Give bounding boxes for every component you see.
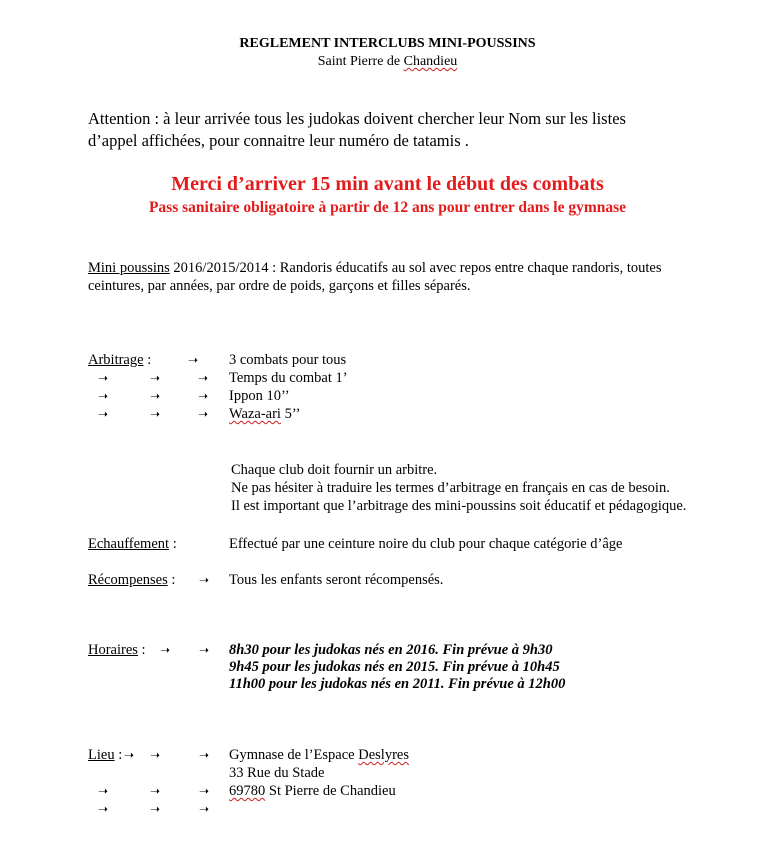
horaires-line-2: 9h45 pour les judokas nés en 2015. Fin prévue à 10h45: [229, 659, 560, 675]
attention-line-2: d’appel affichées, pour connaitre leur numéro de tatamis .: [88, 131, 469, 150]
sanitary-pass-notice: Pass sanitaire obligatoire à partir de 12 ans pour entrer dans le gymnase: [148, 199, 627, 216]
lieu-line-3: [229, 782, 396, 800]
arrow-icon: ➝: [199, 748, 210, 762]
arrow-icon: ➝: [199, 802, 210, 816]
horaires-line-1: 8h30 pour les judokas nés en 2016. Fin prévue à 9h30: [229, 642, 553, 658]
arbitrage-item-2: Temps du combat 1’: [229, 370, 348, 386]
arrow-icon: ➝: [198, 389, 209, 403]
lieu-heading: [88, 746, 122, 764]
arrow-icon: ➝: [124, 748, 135, 762]
arbitrage-item-3: Ippon 10’’: [229, 388, 290, 404]
arrow-icon: ➝: [150, 389, 161, 403]
lieu-line-2: 33 Rue du Stade: [229, 765, 325, 781]
arbitrage-heading: [88, 351, 151, 369]
arbitrage-item-4: [229, 405, 300, 423]
arrow-icon: ➝: [160, 643, 171, 657]
lieu-label: Lieu: [88, 747, 115, 763]
arrow-icon: ➝: [199, 784, 210, 798]
echauffement-heading: [88, 535, 177, 553]
page-title: REGLEMENT INTERCLUBS MINI-POUSSINS: [239, 36, 536, 51]
recompenses-label: Récompenses: [88, 572, 168, 588]
arrow-icon: ➝: [98, 802, 109, 816]
arrival-notice: Merci d’arriver 15 min avant le début des combats: [171, 173, 604, 195]
arrow-icon: ➝: [98, 784, 109, 798]
arrow-icon: ➝: [150, 802, 161, 816]
arrow-icon: ➝: [150, 407, 161, 421]
attention-line-1: Attention : à leur arrivée tous les judokas doivent chercher leur Nom sur les listes: [88, 109, 626, 128]
waza-ari-time: 5’’: [280, 406, 301, 422]
arrow-icon: ➝: [98, 389, 109, 403]
lieu-postcode: 69780: [229, 783, 266, 799]
mini-poussins-line-2: ceintures, par années, par ordre de poids, garçons et filles séparés.: [88, 278, 471, 294]
arbitrage-note-2: Ne pas hésiter à traduire les termes d’arbitrage en français en cas de besoin.: [231, 480, 670, 496]
lieu-colon: :: [114, 747, 123, 763]
arrow-icon: ➝: [199, 643, 210, 657]
page-subtitle: [0, 53, 775, 71]
arrow-icon: ➝: [199, 573, 210, 587]
arrow-icon: ➝: [150, 748, 161, 762]
lieu-city: St Pierre de Chandieu: [265, 783, 396, 799]
lieu-venue-prefix: Gymnase de l’Espace: [229, 747, 359, 763]
lieu-venue-name: Deslyres: [358, 747, 409, 763]
horaires-colon: :: [137, 642, 146, 658]
mini-poussins-line-1: [88, 259, 661, 277]
arrow-icon: ➝: [150, 371, 161, 385]
echauffement-label: Echauffement: [88, 536, 170, 552]
arbitrage-note-3: Il est important que l’arbitrage des mini-poussins soit éducatif et pédagogique.: [231, 498, 687, 514]
subtitle-prefix: Saint Pierre de: [317, 54, 404, 69]
arbitrage-item-1: 3 combats pour tous: [229, 352, 347, 368]
lieu-line-1: [229, 746, 409, 764]
recompenses-heading: [88, 571, 175, 589]
mini-poussins-label: Mini poussins: [88, 260, 170, 276]
arbitrage-note-1: Chaque club doit fournir un arbitre.: [231, 462, 438, 478]
arbitrage-label: Arbitrage: [88, 352, 144, 368]
arrow-icon: ➝: [150, 784, 161, 798]
arrow-icon: ➝: [198, 371, 209, 385]
echauffement-colon: :: [169, 536, 177, 552]
mini-poussins-text-1: 2016/2015/2014 : Randoris éducatifs au sol avec repos entre chaque randoris, toutes: [169, 260, 662, 276]
echauffement-text: Effectué par une ceinture noire du club pour chaque catégorie d’âge: [229, 536, 623, 552]
horaires-line-3: 11h00 pour les judokas nés en 2011. Fin prévue à 12h00: [229, 676, 566, 692]
horaires-heading: [88, 641, 146, 659]
arrow-icon: ➝: [188, 353, 199, 367]
arrow-icon: ➝: [198, 407, 209, 421]
arrow-icon: ➝: [98, 371, 109, 385]
arrow-icon: ➝: [98, 407, 109, 421]
recompenses-colon: :: [167, 572, 176, 588]
horaires-label: Horaires: [88, 642, 138, 658]
waza-ari-word: Waza-ari: [229, 406, 281, 422]
recompenses-text: Tous les enfants seront récompensés.: [229, 572, 444, 588]
subtitle-place: Chandieu: [403, 54, 458, 69]
arbitrage-colon: :: [143, 352, 152, 368]
